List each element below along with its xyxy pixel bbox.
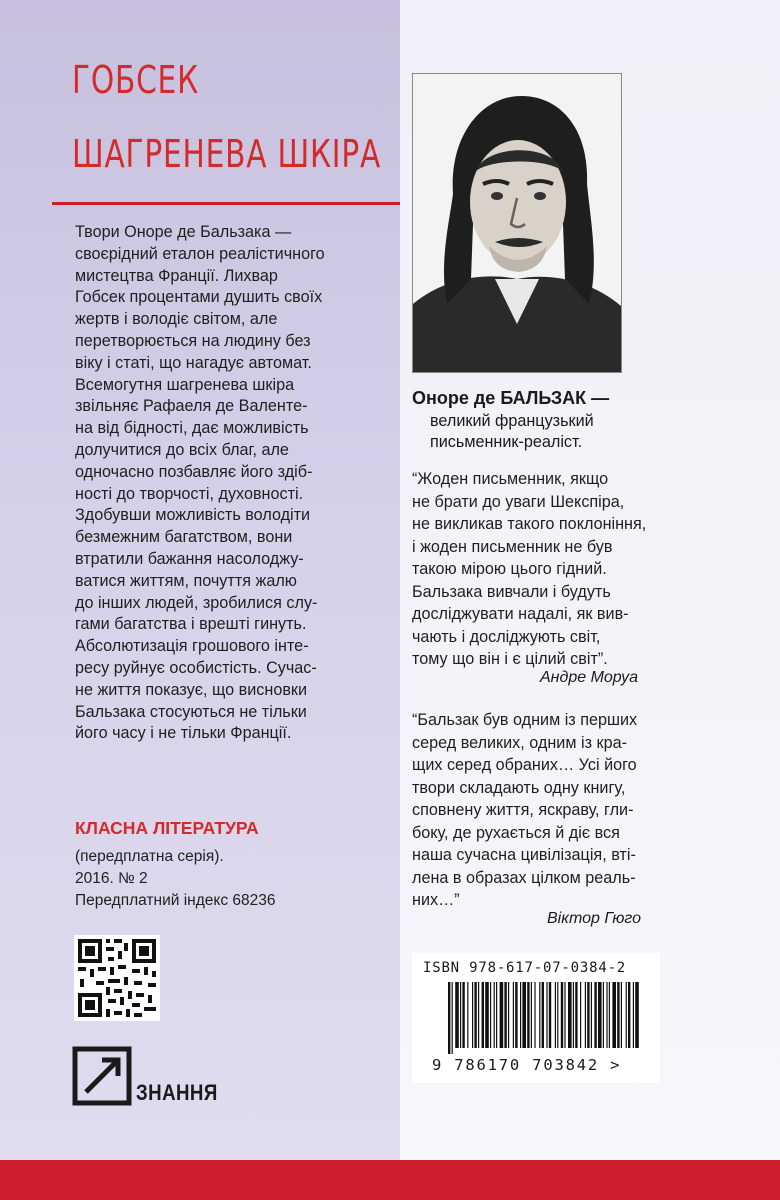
barcode-bar [612, 982, 616, 1048]
description-line: Здобувши можливість володіти [75, 506, 311, 525]
barcode-bar [462, 982, 464, 1048]
barcode-bar [603, 982, 604, 1048]
quote-maurois [412, 468, 712, 671]
barcode-bar [626, 982, 627, 1048]
author-portrait [412, 73, 622, 373]
barcode-bar [598, 982, 602, 1048]
quote-line: “Жоден письменник, якщо [412, 470, 609, 488]
description-line: гами багатства і врешті гинуть. [75, 615, 307, 634]
author-role [430, 411, 670, 453]
book-title-line-1: ГОБСЕК [72, 58, 199, 102]
author-caption [412, 388, 732, 453]
quote-hugo [412, 709, 712, 912]
barcode-bar [490, 982, 491, 1048]
barcode-bar [568, 982, 572, 1048]
barcode-bar [621, 982, 622, 1048]
barcode-bar [564, 982, 565, 1048]
barcode-bar [633, 982, 634, 1048]
description-line: Гобсек процентами душить своїх [75, 288, 323, 307]
barcode-bar [575, 982, 577, 1048]
description-line: Бальзака стосуються не тільки [75, 702, 307, 721]
barcode-bar [609, 982, 610, 1048]
barcode-bar [472, 982, 473, 1048]
barcode-bar [527, 982, 529, 1048]
barcode-bar [504, 982, 506, 1048]
description-line: звільняє Рафаеля де Валенте- [75, 397, 308, 416]
barcode-bar [587, 982, 589, 1048]
quote-line: чають і досліджують світ, [412, 627, 601, 646]
barcode-bar [515, 982, 517, 1048]
barcode-bar [635, 982, 639, 1048]
quote-author-maurois: Андре Моруа [540, 669, 639, 686]
quote-line: лена в образах цілком реаль- [412, 868, 636, 887]
publisher-logo-icon [72, 1046, 132, 1106]
barcode-bar [534, 982, 535, 1048]
barcode-bar [520, 982, 521, 1048]
barcode-bar [580, 982, 581, 1048]
description-line: на від бідності, дає можливість [75, 419, 309, 438]
quote-line: серед великих, одним із кра- [412, 733, 627, 752]
barcode-icon [446, 982, 642, 1054]
quote-line: них…” [412, 891, 460, 909]
publisher-name: ЗНАННЯ [136, 1080, 218, 1105]
quote-line: сповнену життя, яскраву, гли- [412, 801, 634, 819]
barcode-bar [617, 982, 619, 1048]
barcode-bar [448, 982, 450, 1054]
description-line: перетворюється на людину без [75, 331, 311, 350]
barcode-bar [557, 982, 558, 1048]
description-line: мистецтва Франції. Лихвар [75, 266, 278, 285]
description-line: жертв і володіє світом, але [75, 310, 278, 329]
series-issue: 2016. № 2 [75, 870, 148, 887]
quote-line: Бальзака вивчали і будуть [412, 582, 611, 601]
barcode-bar [594, 982, 596, 1048]
author-role-line: письменник-реаліст. [430, 433, 583, 451]
barcode-bar [585, 982, 586, 1048]
quote-line: досліджувати надалі, як вив- [412, 605, 629, 623]
description-line: Абсолютизація грошового інте- [75, 637, 309, 656]
barcode-bar [606, 982, 607, 1048]
barcode-bar [542, 982, 544, 1048]
quote-line: тому що він і є цілий світ”. [412, 650, 608, 668]
series-info [75, 846, 276, 912]
description-line: віку і статі, що нагадує автомат. [75, 353, 312, 372]
series-title: КЛАСНА ЛІТЕРАТУРА [75, 818, 259, 838]
quote-line: і жоден письменник не був [412, 537, 613, 556]
book-description [75, 222, 375, 745]
isbn-label: ISBN 978-617-07-0384-2 [423, 960, 627, 976]
barcode-bar [522, 982, 526, 1048]
barcode-bar [561, 982, 563, 1048]
author-role-line: великий французький [430, 412, 594, 430]
description-line: своєрідний еталон реалістичного [75, 244, 325, 263]
description-line: ності до творчості, духовності. [75, 484, 304, 503]
quote-line: не брати до уваги Шекспіра, [412, 492, 625, 511]
description-line: долучитися до всіх благ, але [75, 440, 289, 459]
barcode-bar [496, 982, 497, 1048]
barcode-bar [485, 982, 489, 1048]
barcode-bar [478, 982, 479, 1048]
description-line: не життя показує, що висновки [75, 680, 308, 699]
barcode-digits: 9 786170 703842 > [432, 1056, 622, 1074]
description-line: ресу руйнує особистість. Сучас- [75, 658, 317, 677]
barcode-bar [549, 982, 551, 1048]
barcode-bar [452, 982, 453, 1054]
quote-line: такою мірою цього гідний. [412, 560, 607, 578]
barcode-bar [513, 982, 514, 1048]
subscription-index: Передплатний індекс 68236 [75, 892, 276, 909]
barcode-bar [573, 982, 574, 1048]
description-line: ватися життям, почуття жалю [75, 571, 297, 590]
series-subtitle: (передплатна серія). [75, 848, 224, 865]
barcode-bar [494, 982, 495, 1048]
barcode-bar [539, 982, 540, 1048]
barcode-bar [546, 982, 547, 1048]
description-line: Всемогутня шагренева шкіра [75, 375, 295, 394]
barcode-bar [591, 982, 592, 1048]
description-line: втратили бажання насолоджу- [75, 549, 304, 568]
barcode-bar [628, 982, 630, 1048]
barcode-bar [531, 982, 532, 1048]
bottom-bar [0, 1160, 780, 1200]
description-line: до інших людей, зробилися слу- [75, 593, 318, 612]
barcode-bar [500, 982, 504, 1048]
quote-line: наша сучасна цивілізація, вті- [412, 846, 636, 864]
quote-author-hugo: Віктор Гюго [547, 910, 641, 927]
barcode-bar [460, 982, 461, 1048]
quote-line: твори складають одну книгу, [412, 778, 626, 797]
barcode-bar [467, 982, 468, 1048]
quote-line: не викликав такого поклоніння, [412, 515, 647, 533]
title-divider [52, 202, 400, 205]
description-line: одночасно позбавляє його здіб- [75, 462, 313, 481]
book-title-line-2: ШАГРЕНЕВА ШКІРА [72, 132, 382, 176]
quote-line: щих серед обраних… Усі його [412, 756, 637, 774]
barcode-bar [474, 982, 476, 1048]
barcode-bar [555, 982, 556, 1048]
description-line: його часу і не тільки Франції. [75, 724, 292, 743]
barcode-bar [482, 982, 484, 1048]
qr-code-icon[interactable] [74, 935, 160, 1021]
author-name: Оноре де БАЛЬЗАК — [412, 388, 610, 408]
barcode-bar [455, 982, 459, 1048]
barcode-bar [508, 982, 509, 1048]
description-line: безмежним багатством, вони [75, 528, 293, 547]
quote-line: боку, де рухається й діє вся [412, 823, 620, 842]
quote-line: “Бальзак був одним із перших [412, 711, 638, 729]
description-line: Твори Оноре де Бальзака — [75, 223, 292, 241]
